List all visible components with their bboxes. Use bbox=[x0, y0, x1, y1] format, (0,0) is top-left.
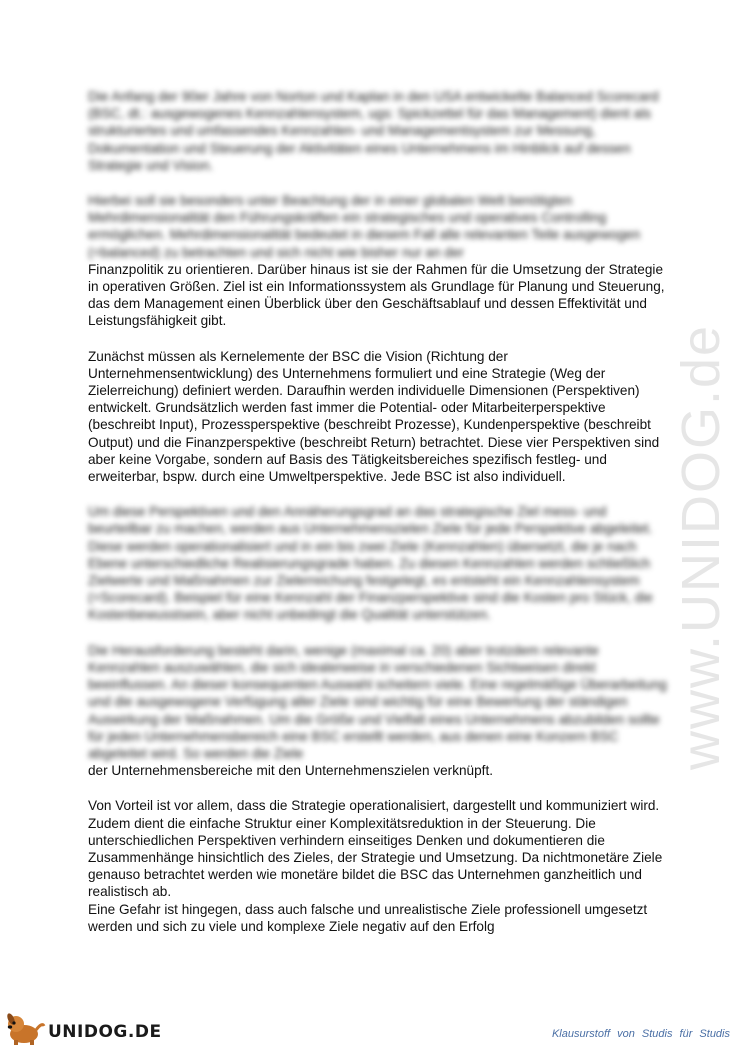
footer-tagline: Klausurstoff von Studis für Studis bbox=[551, 1028, 730, 1040]
paragraph-5: Die Herausforderung besteht darin, wenige (maximal ca. 20) aber trotzdem relevante Kennzahlen auszuwählen, die sich idealerweise in verschiedenen Sichtweisen direkt beeinflussen. An dieser konsequenten Auswahl scheitern viele. Eine regelmäßige Überarbeitung und die ausgewogene Verfügung aller Ziele sind wichtig für eine Bewertung der ständigen Auswirkung der Maßnahmen. Um die Größe und Vielfalt eines Unternehmens abzubilden sollte für jeden Unternehmensbereich eine BSC erstellt werden, aus denen eine Konzern BSC abgeleitet wird. So werden die Ziele bbox=[88, 642, 667, 761]
paragraph-1: Die Anfang der 90er Jahre von Norton und Kaplan in den USA entwickelte Balanced Scorecard (BSC, dt.: ausgewogenes Kennzahlensystem, ugs: Spickzettel für das Management) dient als strukturiertes und umfassendes Kennzahlen- und Managementsystem zur Messung, Dokumentation und Steuerung der Aktivitäten eines Unternehmens im Hinblick auf dessen Strategie und Vision. bbox=[88, 89, 659, 173]
paragraph-4: Um diese Perspektiven und den Annäherungsgrad an das strategische Ziel mess- und beurteilbar zu machen, werden aus Unternehmenszielen Ziele für jede Perspektive abgeleitet. Diese werden operationalisiert und in ein bis zwei Ziele (Kennzahlen) übersetzt, die je nach Ebene unterschiedliche Realisierungsgrade haben. Zu diesen Kennzahlen werden schließlich Zielwerte und Maßnahmen zur Zielerreichung festgelegt, es entsteht ein Kennzahlensystem (=Scorecard). Beispiel für eine Kennzahl der Finanzperspektive sind die Kosten pro Stück, die Kostenbewusstsein, aber nicht unbedingt die Qualität unterstützen. bbox=[88, 504, 653, 623]
dog-mascot-icon bbox=[2, 1010, 46, 1046]
unidog-logo[interactable] bbox=[2, 1010, 162, 1046]
paragraph-2-continued: Finanzpolitik zu orientieren. Darüber hinaus ist sie der Rahmen für die Umsetzung der Strategie in operativen Größen. Ziel ist ein Informationssystem als Grundlage für Planung und Steuerung, das dem Management einen Überblick über den Geschäftsablauf und dessen Effektivität und Leistungsfähigkeit gibt. bbox=[88, 261, 665, 329]
paragraph-2: Hierbei soll sie besonders unter Beachtung der in einer globalen Welt benötigten Mehrdimensionalität den Führungskräften ein strategisches und operatives Controlling ermöglichen. Mehrdimensionalität bedeutet in diesem Fall alle relevanten Teile ausgewogen (=balanced) zu betrachten und sich nicht wie bisher nur an der bbox=[88, 193, 641, 260]
logo-text: UNIDOG.DE bbox=[48, 1022, 162, 1042]
paragraph-5-continued: der Unternehmensbereiche mit den Unternehmenszielen verknüpft. bbox=[88, 763, 494, 779]
page-footer bbox=[0, 1010, 750, 1050]
watermark: www.UNIDOG.de bbox=[671, 323, 731, 770]
paragraph-3: Zunächst müssen als Kernelemente der BSC die Vision (Richtung der Unternehmensentwicklung) des Unternehmens formuliert und eine Strategie (Weg der Zielerreichung) definiert werden. Daraufhin werden individuelle Dimensionen (Perspektiven) entwickelt. Grundsätzlich werden fast immer die Potential- oder Mitarbeiterperspektive (beschreibt Input), Prozessperspektive (beschreibt Prozesse), Kundenperspektive (beschreibt Output) und die Finanzperspektive (beschreibt Return) betrachtet. Diese vier Perspektiven sind aber keine Vorgabe, sondern auf Basis des Tätigkeitsbereiches spezifisch festleg- und erweiterbar, bspw. durch eine Umweltperspektive. Jede BSC ist also individuell. bbox=[88, 348, 660, 485]
document-body bbox=[88, 88, 668, 953]
paragraph-6: Von Vorteil ist vor allem, dass die Strategie operationalisiert, dargestellt und kommuniziert wird. Zudem dient die einfache Struktur einer Komplexitätsreduktion in der Steuerung. Die unterschiedlichen Perspektiven verhindern einseitiges Denken und dokumentieren die Zusammenhänge hinsichtlich des Zieles, der Strategie und Umsetzung. Da nichtmonetäre Ziele genauso betrachtet werden wie monetäre bildet die BSC das Unternehmen ganzheitlich und realistisch ab. Eine Gefahr ist hingegen, dass auch falsche und unrealistische Ziele professionell umgesetzt werden und sich zu viele und komplexe Ziele negativ auf den Erfolg bbox=[88, 798, 663, 934]
